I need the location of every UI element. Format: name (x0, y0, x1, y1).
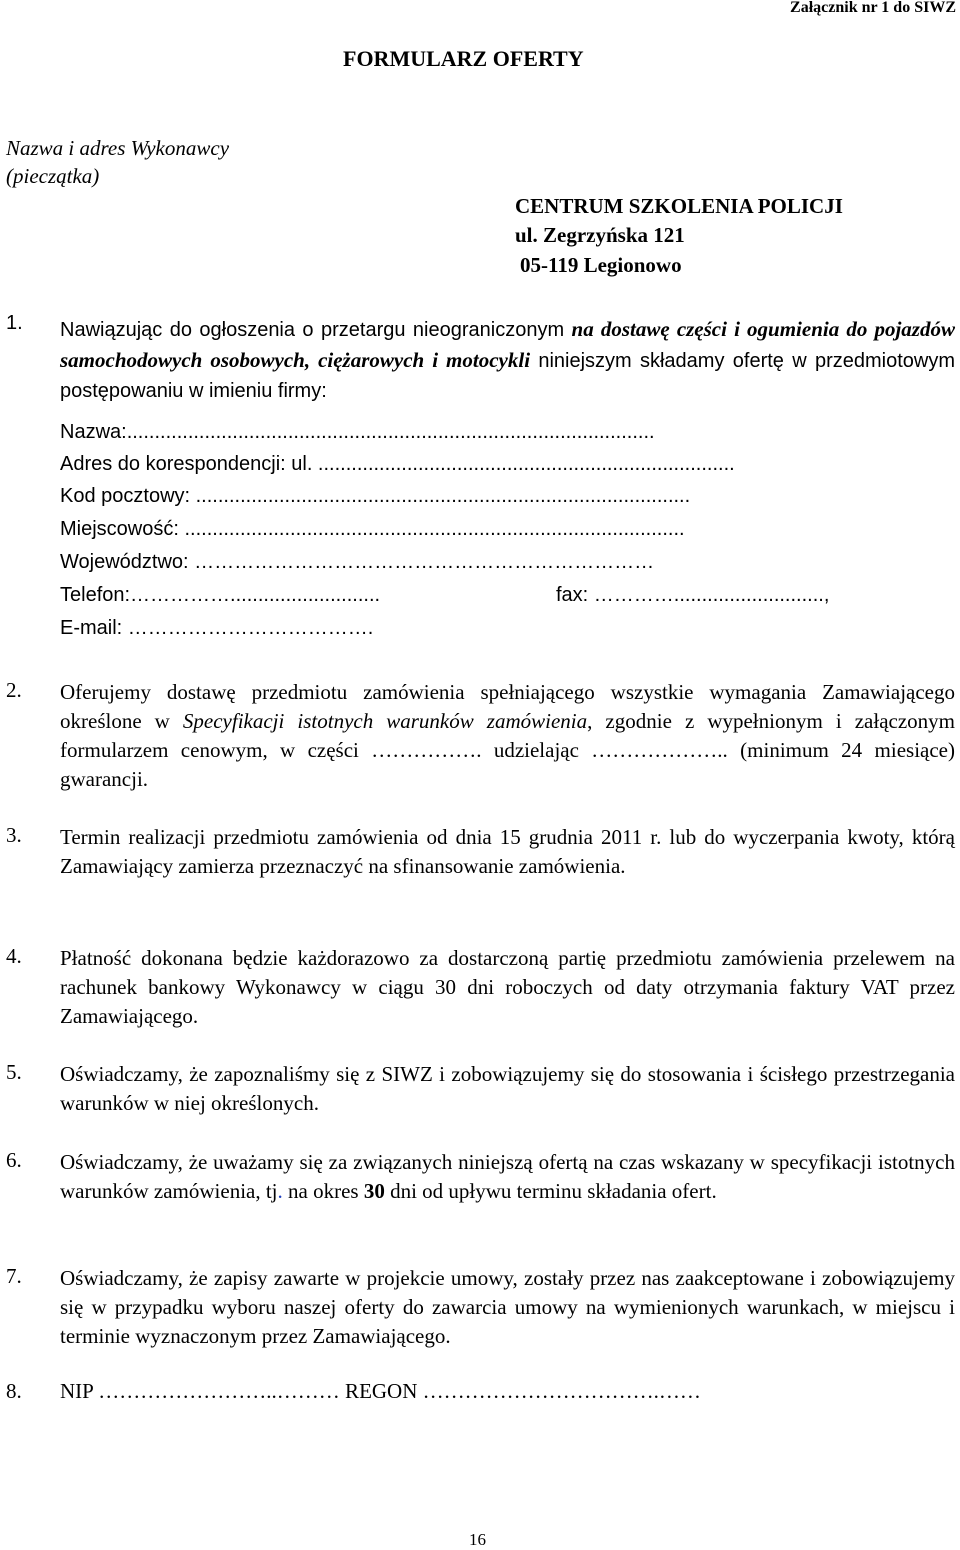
item-8-text: NIP ……………………..……… REGON …………………………….…… (60, 1379, 701, 1403)
item-1-number: 1. (6, 312, 23, 334)
field-region: Województwo: …………………………………………………………… (60, 551, 655, 573)
item-6-text (60, 1148, 955, 1206)
field-email: E-mail: ………………………………. (60, 617, 374, 639)
item-1-intro-c: niniejszym składamy ofertę w przedmiotowym postępowaniu w imieniu firmy: (60, 350, 955, 402)
attachment-note: Załącznik nr 1 do SIWZ (790, 0, 956, 16)
field-address: Adres do korespondencji: ul. ........................................................................... (60, 453, 735, 475)
item-6-text-a: Oświadczamy, że uważamy się za związanych niniejszą ofertą na czas wskazany w specyfikacji istotnych warunków zamówienia, tj (60, 1150, 955, 1203)
item-7-text: Oświadczamy, że zapisy zawarte w projekcie umowy, zostały przez nas zaakceptowane i zobowiązujemy się w przypadku wyboru naszej oferty do zawarcia umowy na wymienionych warunkach, w miejscu i terminie wyznaczonym przez Zamawiającego. (60, 1266, 955, 1348)
field-city: Miejscowość: .......................................................................................... (60, 518, 685, 540)
item-3-number: 3. (6, 823, 22, 847)
item-7-number: 7. (6, 1264, 22, 1288)
item-2-text-a: Oferujemy dostawę przedmiotu zamówienia spełniającego wszystkie wymagania Zamawiającego określone w (60, 680, 955, 733)
field-name: Nazwa:............................................................................................... (60, 421, 655, 443)
field-fax: fax: …………..........................., (556, 584, 830, 606)
item-3-text: Termin realizacji przedmiotu zamówienia od dnia 15 grudnia 2011 r. lub do wyczerpania kwoty, którą Zamawiający zamierza przeznaczyć na sfinansowanie zamówienia. (60, 825, 955, 878)
page-number: 16 (469, 1530, 486, 1549)
item-6-text-c: dni od upływu terminu składania ofert. (384, 1179, 717, 1203)
item-4-text: Płatność dokonana będzie każdorazowo za dostarczoną partię przedmiotu zamówienia przelewem na rachunek bankowy Wykonawcy w ciągu 30 dni roboczych od daty otrzymania faktury VAT przez Zamawiającego. (60, 946, 955, 1028)
contractor-stamp-label: (pieczątka) (6, 164, 100, 188)
field-phone: Telefon:……………........................... (60, 584, 381, 606)
item-6-text-b: na okres (282, 1179, 364, 1203)
recipient-city: 05-119 Legionowo (520, 253, 682, 277)
item-4-number: 4. (6, 944, 22, 968)
item-2-number: 2. (6, 678, 22, 702)
item-2-siwz-ref: Specyfikacji istotnych warunków zamówienia (182, 709, 588, 733)
item-8-number: 8. (6, 1379, 22, 1403)
recipient-name: CENTRUM SZKOLENIA POLICJI (515, 194, 843, 218)
contractor-label: Nazwa i adres Wykonawcy (6, 136, 230, 160)
item-6-dot: . (277, 1179, 283, 1203)
item-6-number: 6. (6, 1148, 22, 1172)
item-6-days: 30 (363, 1179, 385, 1203)
field-postal-code: Kod pocztowy: ......................................................................................... (60, 485, 691, 507)
document-title: FORMULARZ OFERTY (343, 46, 584, 71)
item-5-text: Oświadczamy, że zapoznaliśmy się z SIWZ i zobowiązujemy się do stosowania i ścisłego przestrzegania warunków w niej określonych. (60, 1062, 955, 1115)
item-5-number: 5. (6, 1060, 22, 1084)
item-2-text (60, 678, 955, 794)
item-1-intro-a: Nawiązując do ogłoszenia o przetargu nieograniczonym (60, 319, 572, 341)
item-1-text (60, 314, 955, 406)
recipient-street: ul. Zegrzyńska 121 (515, 223, 685, 247)
item-2-text-c: , zgodnie z wypełnionym i załączonym formularzem cenowym, w części ……………. udzielając ……………….. (minimum 24 miesiące) gwarancji. (60, 709, 955, 791)
item-1-subject: na dostawę części i ogumienia do pojazdów samochodowych osobowych, ciężarowych i motocykli (60, 317, 955, 372)
